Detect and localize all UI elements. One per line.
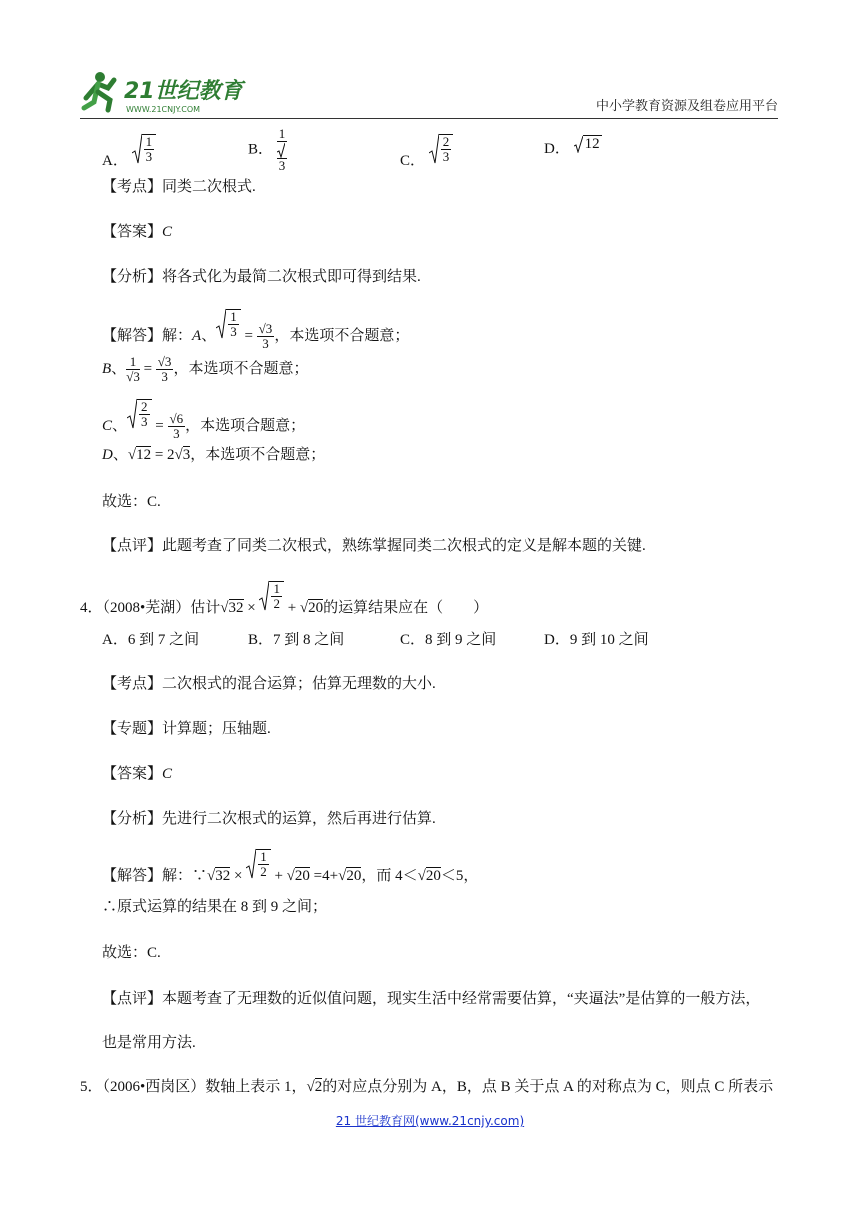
q4-analysis: 【分析】先进行二次根式的运算，然后再进行估算. bbox=[102, 811, 436, 827]
q4-kaodian: 【考点】二次根式的混合运算；估算无理数的大小. bbox=[102, 676, 436, 692]
q5-stem: 5．（2006•西岗区）数轴上表示 1，√2的对应点分别为 A，B，点 B 关于点 A 的对称点为 C，则点 C 所表示 bbox=[80, 1079, 774, 1095]
q4-stem: 4．（2008•芜湖）估计√32 × $\frac{1}{2}$ + √20的运算结果应在（ ） bbox=[80, 581, 489, 616]
q4-option-b: B．7 到 8 之间 bbox=[248, 632, 345, 648]
option-c: C． $\frac{2}{3}$ bbox=[400, 133, 453, 170]
option-a: A． $\frac{1}{3}$ bbox=[102, 133, 156, 170]
q3-choose: 故选：C. bbox=[102, 494, 161, 510]
sqrt-one-third: $\frac{1}{3}$ bbox=[132, 133, 157, 165]
q4-solution: 【解答】解：∵√32 × $\frac{1}{2}$ + √20 =4+√20，而 4＜√20＜5， bbox=[102, 849, 479, 884]
q3-solution-c: C、 $\frac{2}{3}$ = $\frac{√6}{3}$ ，本选项合题意； bbox=[102, 399, 306, 442]
q4-solution-line2: ∴原式运算的结果在 8 到 9 之间； bbox=[102, 899, 328, 915]
q3-comment: 【点评】此题考查了同类二次根式，熟练掌握同类二次根式的定义是解本题的关键. bbox=[102, 538, 646, 554]
q4-choose: 故选：C. bbox=[102, 945, 161, 961]
q4-option-a: A．6 到 7 之间 bbox=[102, 632, 200, 648]
page-footer bbox=[0, 1112, 860, 1129]
q3-solution-d: D、√12 = 2√3，本选项不合题意； bbox=[102, 447, 326, 463]
q4-comment-2: 也是常用方法. bbox=[102, 1035, 196, 1051]
option-d: D． 12 bbox=[544, 136, 600, 157]
q4-comment-1: 【点评】本题考查了无理数的近似值问题，现实生活中经常需要估算，“夹逼法”是估算的一般方法， bbox=[102, 991, 761, 1007]
site-logo bbox=[80, 68, 260, 116]
option-b: B． $\frac{1}{3}$ bbox=[248, 126, 286, 173]
q3-solution-b: B、 $\frac{1}{√3}$ = $\frac{√3}{3}$ ，本选项不合题意； bbox=[102, 354, 309, 385]
q3-analysis: 【分析】将各式化为最简二次根式即可得到结果. bbox=[102, 269, 421, 285]
page-header bbox=[80, 68, 778, 119]
q3-answer: 【答案】C bbox=[102, 224, 173, 240]
footer-link[interactable]: 21 世纪教育网(www.21cnjy.com) bbox=[335, 1114, 525, 1128]
runner-logo-icon bbox=[80, 68, 260, 116]
q4-answer: 【答案】C bbox=[102, 766, 173, 782]
svg-text:21世纪教育: 21世纪教育 bbox=[124, 79, 243, 104]
q3-kaodian: 【考点】同类二次根式. bbox=[102, 179, 256, 195]
platform-title: 中小学教育资源及组卷应用平台 bbox=[595, 99, 778, 114]
svg-text:WWW.21CNJY.COM: WWW.21CNJY.COM bbox=[126, 105, 201, 114]
q3-solution-a: 【解答】解：A、 $\frac{1}{3}$ = $\frac{√3}{3}$ ，本选项不合题意； bbox=[102, 309, 410, 352]
q4-option-c: C．8 到 9 之间 bbox=[400, 632, 497, 648]
q4-option-d: D．9 到 10 之间 bbox=[544, 632, 649, 648]
q4-zhuanti: 【专题】计算题；压轴题. bbox=[102, 721, 271, 737]
